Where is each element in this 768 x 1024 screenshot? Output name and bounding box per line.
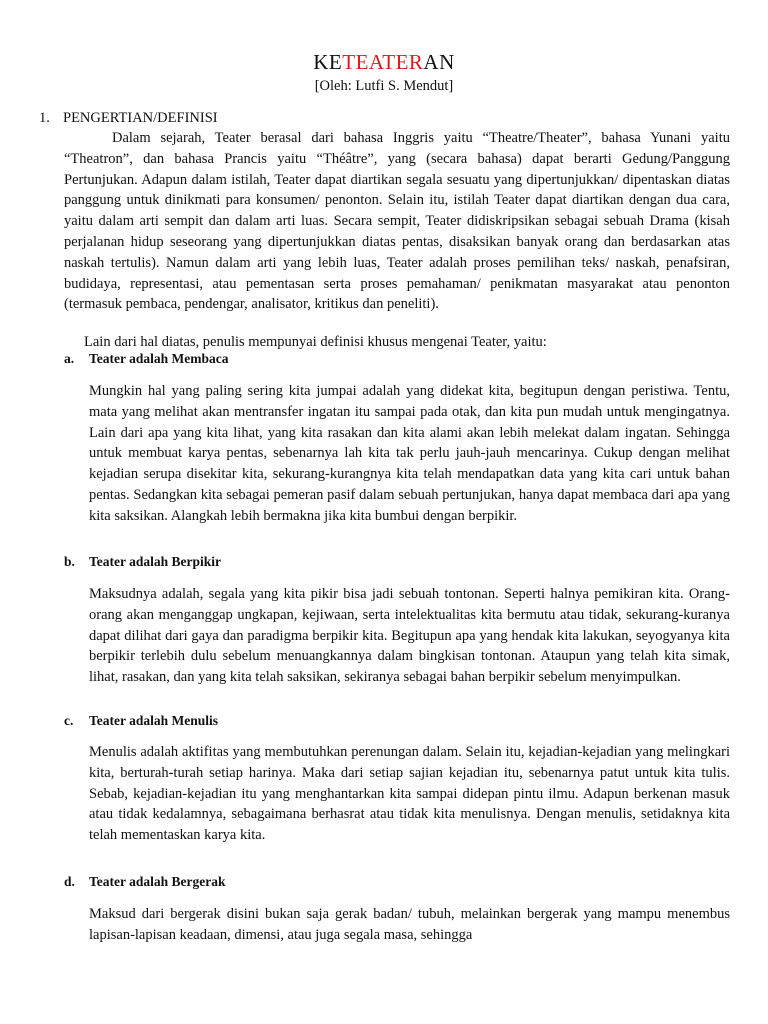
subsection-body: Maksud dari bergerak disini bukan saja gerak badan/ tubuh, melainkan bergerak yang mampu menembus lapisan-lapisan keadaan, dimensi, atau juga segala masa, sehingga: [89, 906, 730, 943]
author-line: [Oleh: Lutfi S. Mendut]: [314, 78, 454, 94]
document-title: [0, 50, 768, 75]
subsection-heading: [64, 713, 218, 729]
subsection-heading: [64, 874, 226, 890]
title-prefix: KE: [313, 50, 343, 74]
subsection-title: Teater adalah Berpikir: [89, 554, 222, 569]
subsection-title: Teater adalah Bergerak: [89, 874, 226, 889]
subsection-title: Teater adalah Membaca: [89, 351, 229, 366]
lead-in-paragraph: Lain dari hal diatas, penulis mempunyai definisi khusus mengenai Teater, yaitu:: [84, 334, 547, 350]
title-highlight: TEATER: [342, 50, 424, 74]
section-title: PENGERTIAN/DEFINISI: [63, 110, 218, 126]
subsection-label: c.: [64, 713, 74, 728]
subsection-body: Mungkin hal yang paling sering kita jumpai adalah yang didekat kita, begitupun dengan peristiwa. Tentu, mata yang melihat akan mentransfer ingatan itu sampai pada otak, dan kita pun mudah untuk mengingatnya. Lain dari apa yang kita lihat, yang kita rasakan dan kita alami akan lebih melekat dalam ingatan. Sehingga untuk membuat karya pentas, sebenarnya lah kita tak perlu jauh-jauh mencarinya. Cukup dengan melihat kejadian serupa disekitar kita, sekurang-kurangnya kita telah mendapatkan data yang kita cari untuk bahan pentas. Sedangkan kita sebagai pemeran pasif dalam sebuah pertunjukan, hanya dapat membaca dari apa yang kita saksikan. Alangkah lebih bermakna jika kita bumbui dengan berpikir.: [89, 383, 730, 524]
subsection-label: a.: [64, 351, 75, 366]
subsection-body: Menulis adalah aktifitas yang membutuhkan perenungan dalam. Selain itu, kejadian-kejadian yang melingkari kita, berturah-turah setiap harinya. Maka dari setiap sajian kejadian itu, sebenarnya patut untuk kita tulis. Sebab, kejadian-kejadian itu yang menghantarkan kita sampai didepan pintu ilmu. Adapun berkenan masuk atau tidak kedalamnya, sebagaimana berhasrat atau tidak kita menulisnya. Dengan menulis, setidaknya kita telah mementaskan karya kita.: [89, 744, 730, 844]
subsection-body: Maksudnya adalah, segala yang kita pikir bisa jadi sebuah tontonan. Seperti halnya pemikiran kita. Orang-orang akan menganggap ungkapan, kejiwaan, serta intelektualitas kita bermutu atau tidak, sekurang-kuranya dapat dilihat dari gaya dan paradigma berpikir kita. Begitupun apa yang hendak kita lakukan, seyogyanya kita berpikir terlebih dulu sebelum menuangkannya dalam bingkisan tontonan. Ataupun yang telah kita simak, lihat, rasakan, dan yang kita telah saksikan, sekiranya sebagai bahan berpikir sebelum menyimpulkan.: [89, 586, 730, 686]
subsection-label: b.: [64, 554, 75, 569]
subsection-heading: [64, 351, 229, 367]
section-number: 1.: [39, 110, 50, 126]
section-heading: [39, 110, 218, 127]
title-suffix: AN: [423, 50, 455, 74]
intro-paragraph: Dalam sejarah, Teater berasal dari bahasa Inggris yaitu “Theatre/Theater”, bahasa Yunani yaitu “Theatron”, dan bahasa Prancis yaitu “Théâtre”, yang (secara bahasa) dapat berarti Gedung/Panggung Pertunjukan. Adapun dalam istilah, Teater dapat diartikan segala sesuatu yang dipertunjukkan/ dipentaskan diatas panggung untuk dinikmati para konsumen/ penonton. Selain itu, istilah Teater dapat diartikan dengan dua cara, yaitu dalam arti sempit dan dalam arti luas. Secara sempit, Teater didiskripsikan sebagai sebuah Drama (kisah perjalanan hidup seseorang yang dipertunjukkan diatas pentas, disaksikan banyak orang dan berdasarkan atas naskah tertulis). Namun dalam arti yang lebih luas, Teater adalah proses pemilihan teks/ naskah, penafsiran, budidaya, representasi, atau pementasan serta proses pemahaman/ penikmatan masyarakat atau penonton (termasuk pembaca, pendengar, analisator, kritikus dan peneliti).: [64, 130, 730, 313]
subsection-heading: [64, 554, 221, 570]
subsection-title: Teater adalah Menulis: [89, 713, 219, 728]
subsection-label: d.: [64, 874, 75, 889]
